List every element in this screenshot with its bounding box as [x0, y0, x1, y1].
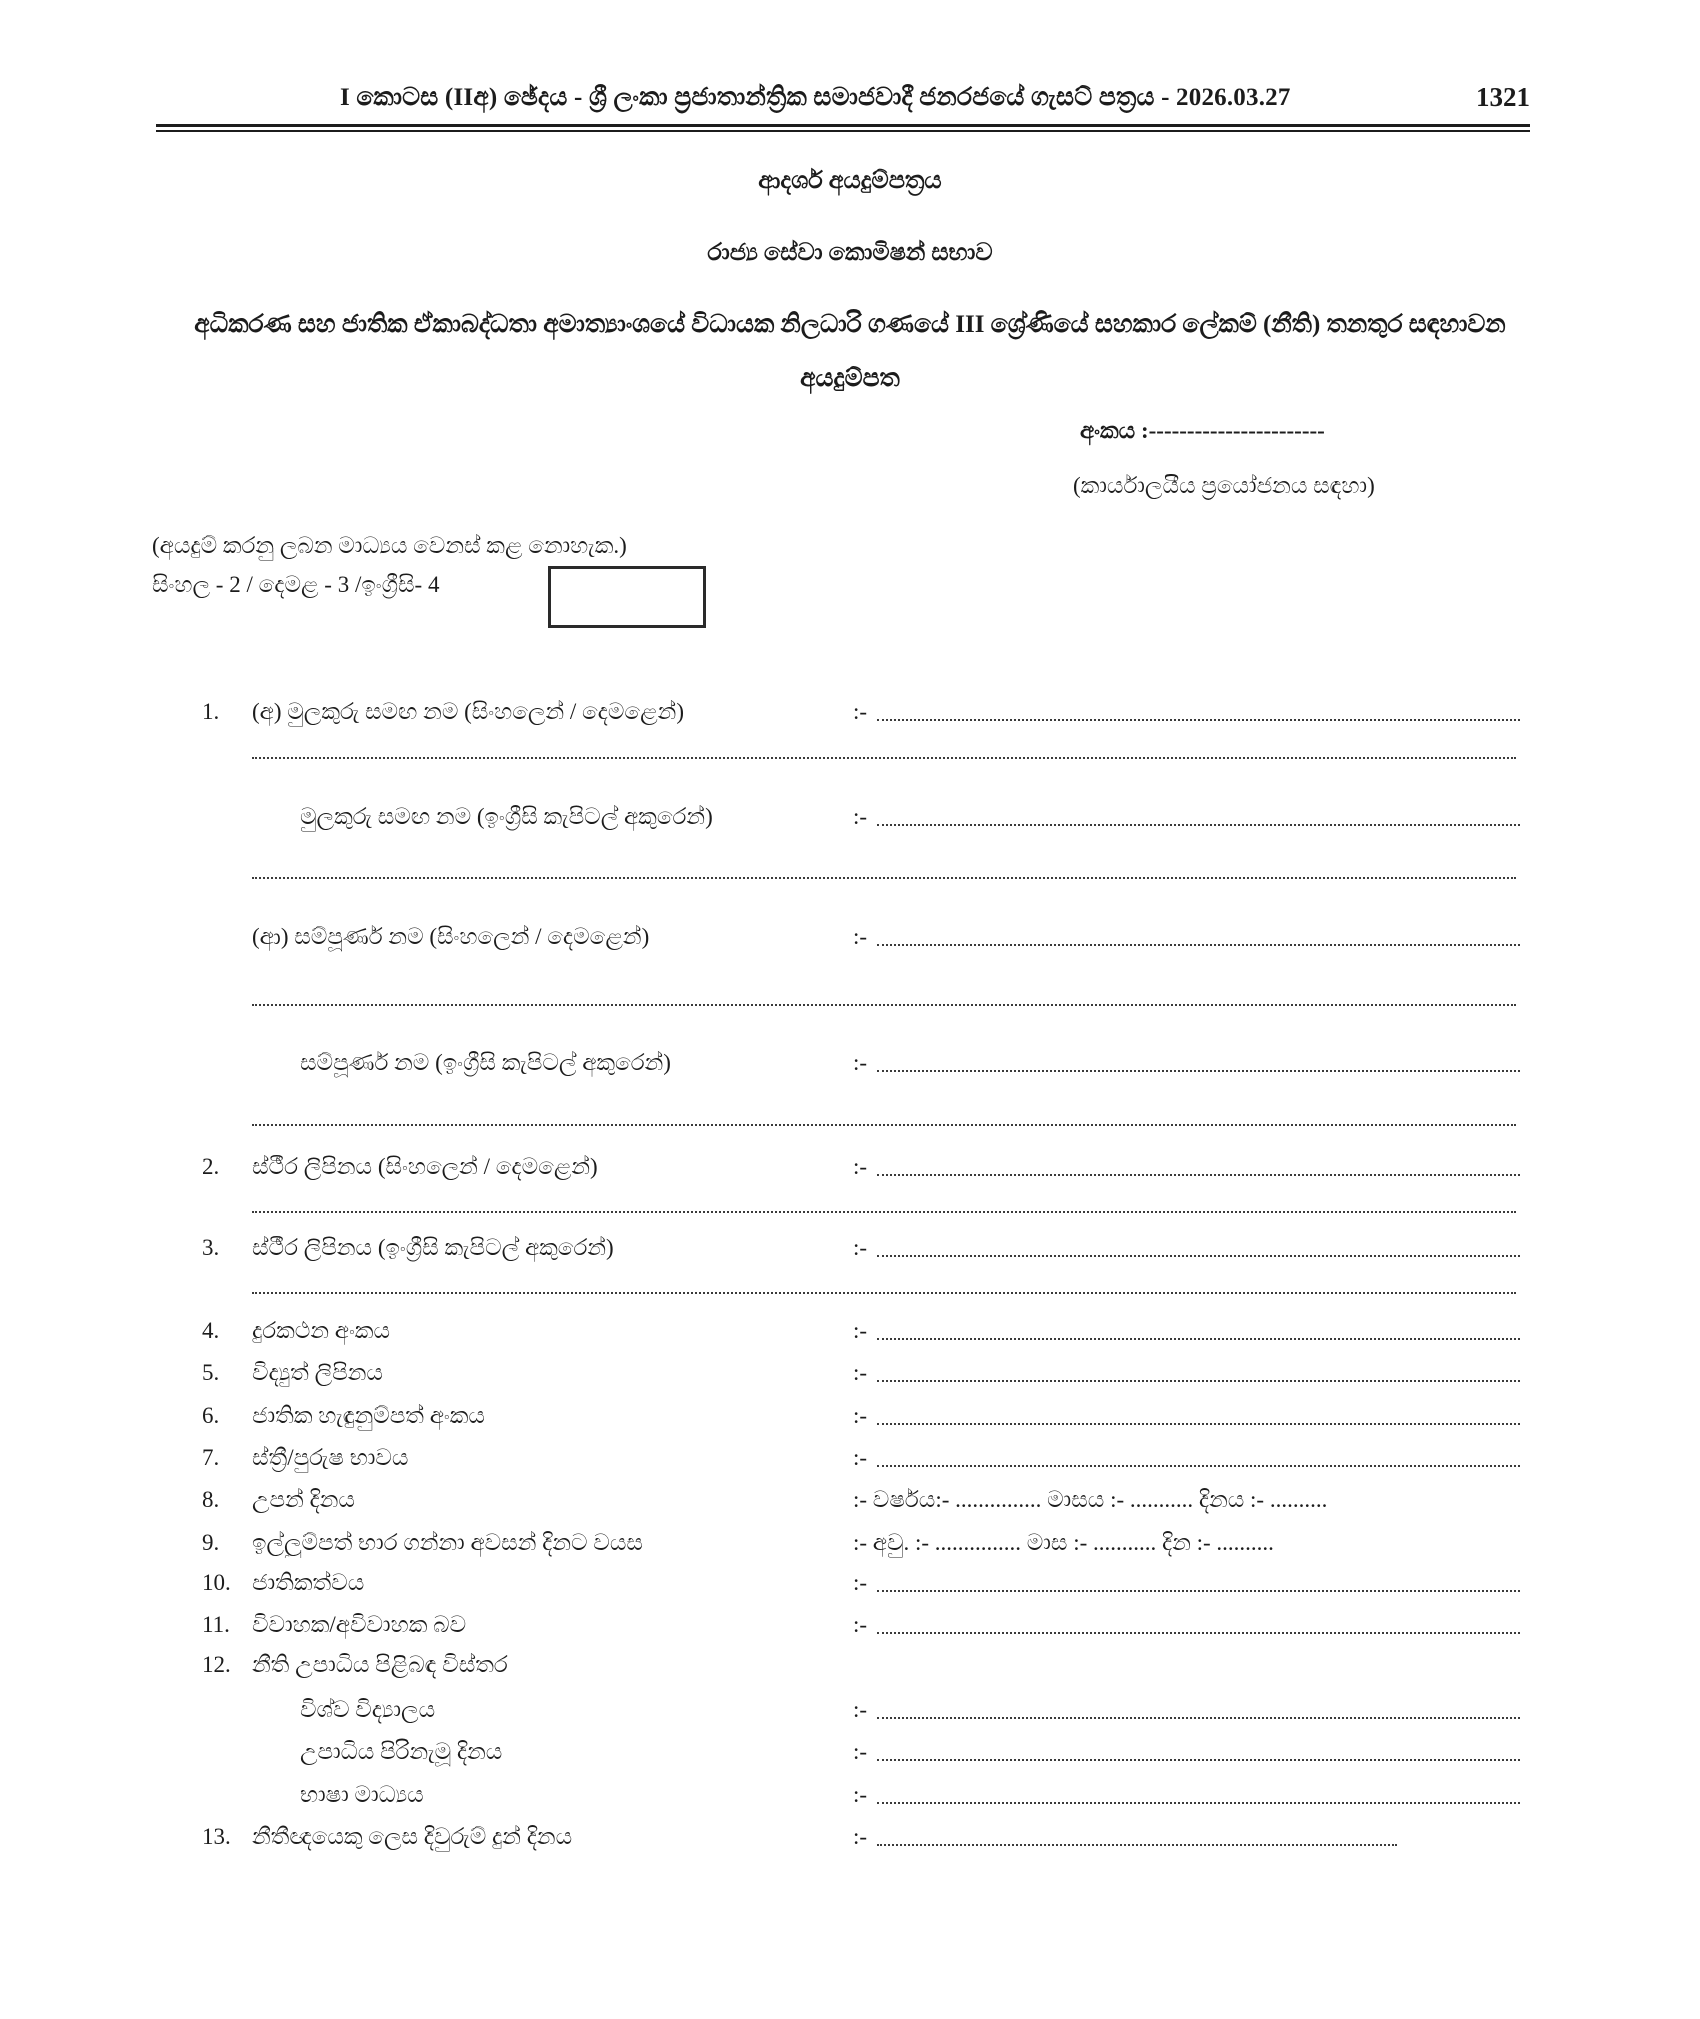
item-value: :- අවු. :- ............... මාස :- ........... දින :- ..........	[853, 1530, 1274, 1555]
fill-line	[877, 1589, 1520, 1592]
form-item-1a-english	[202, 802, 1520, 832]
item-number: 11.	[202, 1612, 230, 1637]
form-item-6	[202, 1401, 1520, 1431]
item-label: විද්‍යුත් ලිපිනය	[252, 1360, 383, 1385]
fill-line	[877, 1758, 1520, 1761]
fill-line	[877, 823, 1520, 826]
fill-line	[877, 1254, 1520, 1257]
post-title-line2: අයදුම්පත	[800, 365, 900, 392]
item-number: 1.	[202, 699, 220, 724]
fill-line	[877, 1631, 1520, 1634]
colon: :-	[853, 1154, 868, 1179]
item-label: ස්ථීර ලිපිනය (සිංහලෙන් / දෙමළෙන්)	[252, 1154, 598, 1179]
header-double-rule	[156, 124, 1530, 132]
form-item-10	[202, 1568, 1520, 1598]
item-label: ජාතිකත්වය	[252, 1570, 365, 1595]
colon: :-	[853, 1739, 868, 1764]
item-label: ස්ත්‍රී/පුරුෂ භාවය	[252, 1445, 409, 1470]
form-item-12-university	[202, 1695, 1520, 1725]
fill-line	[877, 1843, 1397, 1846]
form-item-1b	[202, 922, 1520, 952]
item-label: ඉල්ලුම්පත් භාර ගන්නා අවසන් දිනට වයස	[252, 1530, 643, 1555]
form-item-12-degree-date	[202, 1737, 1520, 1767]
fill-line-full	[252, 756, 1516, 759]
colon: :-	[853, 1360, 868, 1385]
office-use-note: (කාර්යාලයීය ප්‍රයෝජනය සඳහා)	[1073, 473, 1375, 498]
colon: :-	[853, 924, 868, 949]
form-item-2	[202, 1152, 1520, 1182]
item-number: 13.	[202, 1824, 231, 1849]
form-item-3	[202, 1233, 1520, 1263]
item-number: 4.	[202, 1318, 220, 1343]
form-item-11	[202, 1610, 1520, 1640]
fill-line	[877, 1379, 1520, 1382]
gazette-masthead: I කොටස (IIඅ) ඡේදය - ශ්‍රී ලංකා ප්‍රජාතාන්ත්‍රික සමාජවාදී ජනරජයේ ගැසට් පත්‍රය - 2026.03.27	[340, 84, 1291, 111]
item-number: 7.	[202, 1445, 220, 1470]
form-item-12	[202, 1650, 1520, 1680]
colon: :-	[853, 1318, 868, 1343]
item-label: උපන් දිනය	[252, 1487, 355, 1512]
form-item-5	[202, 1358, 1520, 1388]
colon: :-	[853, 1782, 868, 1807]
fill-line-full	[252, 1003, 1516, 1006]
form-item-1a	[202, 697, 1520, 727]
fill-line-full	[252, 1291, 1516, 1294]
item-number: 8.	[202, 1487, 220, 1512]
page-number: 1321	[1476, 82, 1530, 112]
medium-code-box	[548, 566, 706, 628]
fill-line	[877, 1069, 1520, 1072]
item-number: 10.	[202, 1570, 231, 1595]
item-number: 3.	[202, 1235, 220, 1260]
item-label: දුරකථන අංකය	[252, 1318, 390, 1343]
item-number: 5.	[202, 1360, 220, 1385]
fill-line	[877, 1716, 1520, 1719]
medium-options: සිංහල - 2 / දෙමළ - 3 /ඉංග්‍රීසි- 4	[152, 572, 440, 597]
form-item-13	[202, 1822, 1520, 1852]
item-label: විවාහක/අවිවාහක බව	[252, 1612, 467, 1637]
colon: :-	[853, 1612, 868, 1637]
commission-title: රාජ්‍ය සේවා කොමිෂන් සභාව	[707, 240, 993, 266]
fill-line-full	[252, 1123, 1516, 1126]
fill-line	[877, 1337, 1520, 1340]
item-number: 6.	[202, 1403, 220, 1428]
post-title-line1: අධිකරණ සහ ජාතික ඒකාබද්ධතා අමාත්‍යාංශයේ විධායක නිලධාරි ගණයේ III ශ්‍රේණියේ සහකාර ලේකම් (නීති) තනතුර සඳහාවන	[194, 311, 1506, 338]
fill-line	[877, 943, 1520, 946]
item-number: 9.	[202, 1530, 220, 1555]
item-label: (අ) මුලකුරු සමඟ නම (සිංහලෙන් / දෙමළෙන්)	[252, 699, 684, 724]
fill-line-full	[252, 1210, 1516, 1213]
colon: :-	[853, 699, 868, 724]
colon: :-	[853, 1697, 868, 1722]
fill-line	[877, 1422, 1520, 1425]
colon: :-	[853, 1824, 868, 1849]
form-item-4	[202, 1316, 1520, 1346]
application-number-label: අංකය :-----------------------	[1080, 418, 1325, 443]
item-label: විශ්ව විද්‍යාලය	[300, 1697, 436, 1722]
colon: :-	[853, 1050, 868, 1075]
form-item-1b-english	[202, 1048, 1520, 1078]
item-label: භාෂා මාධ්‍යය	[300, 1782, 424, 1807]
item-label: (ආ) සම්පූර්ණ නම (සිංහලෙන් / දෙමළෙන්)	[252, 924, 650, 949]
colon: :-	[853, 1235, 868, 1260]
fill-line	[877, 1173, 1520, 1176]
medium-note: (අයදුම් කරනු ලබන මාධ්‍යය වෙනස් කළ නොහැක.)	[152, 533, 627, 558]
fill-line	[877, 1801, 1520, 1804]
form-item-9	[202, 1528, 1520, 1558]
form-title: ආදර්ශ අයදුම්පත්‍රය	[758, 168, 942, 194]
colon: :-	[853, 1445, 868, 1470]
form-item-12-language-medium	[202, 1780, 1520, 1810]
form-item-7	[202, 1443, 1520, 1473]
item-label: උපාධිය පිරිනැමූ දිනය	[300, 1739, 503, 1764]
item-number: 2.	[202, 1154, 220, 1179]
fill-line-full	[252, 876, 1516, 879]
colon: :-	[853, 1403, 868, 1428]
item-label: ස්ථීර ලිපිනය (ඉංග්‍රීසි කැපිටල් අකුරෙන්)	[252, 1235, 614, 1260]
item-value: :- වර්ෂය:- ............... මාසය :- ........... දිනය :- ..........	[853, 1487, 1328, 1512]
item-label: නීති උපාධිය පිළිබඳ විස්තර	[252, 1652, 508, 1677]
item-number: 12.	[202, 1652, 231, 1677]
fill-line	[877, 1464, 1520, 1467]
colon: :-	[853, 804, 868, 829]
colon: :-	[853, 1570, 868, 1595]
item-label: නීතීඥයෙකු ලෙස දිවුරුම් දුන් දිනය	[252, 1824, 573, 1849]
item-label: සම්පූර්ණ නම (ඉංග්‍රීසි කැපිටල් අකුරෙන්)	[300, 1050, 671, 1075]
form-item-8	[202, 1485, 1520, 1515]
item-label: මුලකුරු සමඟ නම (ඉංග්‍රීසි කැපිටල් අකුරෙන්)	[300, 804, 713, 829]
item-label: ජාතික හැඳුනුම්පත් අංකය	[252, 1403, 485, 1428]
fill-line	[877, 718, 1520, 721]
